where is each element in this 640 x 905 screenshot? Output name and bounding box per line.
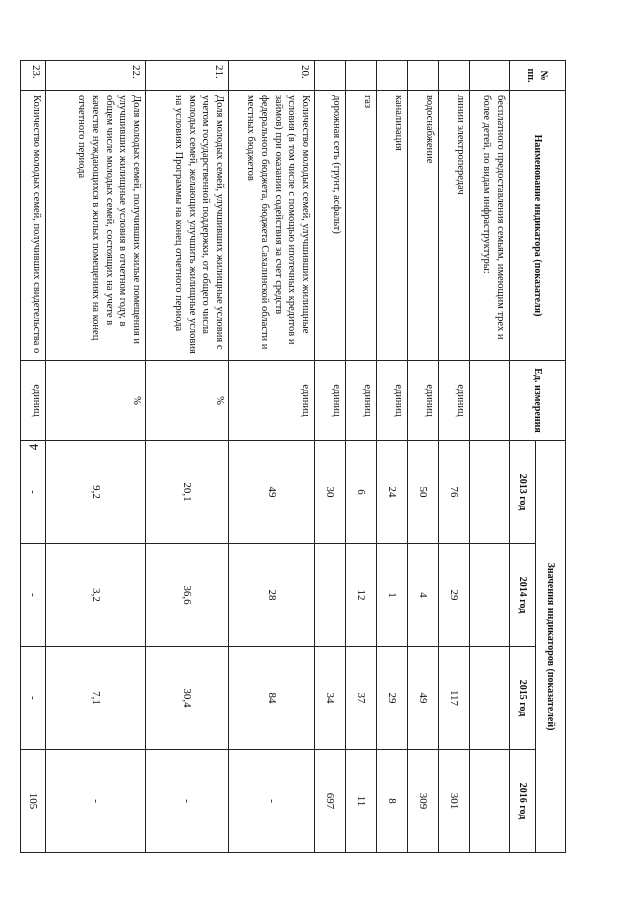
row-index (439, 61, 470, 91)
value-2013 (470, 441, 510, 544)
value-2016: 105 (21, 750, 46, 853)
value-2013: 20,1 (146, 441, 229, 544)
value-2016: 309 (408, 750, 439, 853)
table-row (229, 61, 315, 853)
table-row (377, 61, 408, 853)
value-2013: 30 (315, 441, 346, 544)
value-2016: - (46, 750, 146, 853)
value-2014: 12 (346, 544, 377, 647)
table-row (470, 61, 510, 853)
table-row (146, 61, 229, 853)
value-2014: 1 (377, 544, 408, 647)
table-row (315, 61, 346, 853)
value-2016: 11 (346, 750, 377, 853)
row-name: Доля молодых семей, улучшивших жилищные условия с учетом государственной поддержки, от общего числа молодых семей, желающих улучшить жилищные условия на условиях Программы на конец отчетного периода (146, 91, 229, 361)
value-2015: 49 (408, 647, 439, 750)
row-name: дорожная сеть (грунт, асфальт) (315, 91, 346, 361)
table-row (21, 61, 46, 853)
row-unit: единиц (229, 361, 315, 441)
row-index (408, 61, 439, 91)
header-index: № пп. (510, 61, 566, 91)
header-year-2016: 2016 год (510, 750, 536, 853)
row-index: 20. (229, 61, 315, 91)
value-2013: 49 (229, 441, 315, 544)
value-2013: - (21, 441, 46, 544)
row-name: канализация (377, 91, 408, 361)
page-number: 4 (26, 443, 41, 451)
value-2013: 9,2 (46, 441, 146, 544)
table-row (408, 61, 439, 853)
value-2015: 117 (439, 647, 470, 750)
value-2014 (315, 544, 346, 647)
row-unit: единиц (408, 361, 439, 441)
row-index (377, 61, 408, 91)
value-2014 (470, 544, 510, 647)
row-index (346, 61, 377, 91)
header-unit: Ед. измерения (510, 361, 566, 441)
table-row (439, 61, 470, 853)
row-index (315, 61, 346, 91)
value-2015: 7,1 (46, 647, 146, 750)
row-unit: единиц (21, 361, 46, 441)
table-row (46, 61, 146, 853)
row-unit: единиц (315, 361, 346, 441)
row-name: газ (346, 91, 377, 361)
table-row (346, 61, 377, 853)
value-2016: - (229, 750, 315, 853)
value-2015: 84 (229, 647, 315, 750)
row-name: Количество молодых семей, улучшивших жилищные условия (в том числе с помощью ипотечных кредитов и займов) при оказании содействия за счет средств федерального бюджета, бюджета Сахалинской области и местных бюджетов (229, 91, 315, 361)
row-index: 22. (46, 61, 146, 91)
header-year-2013: 2013 год (510, 441, 536, 544)
row-index: 21. (146, 61, 229, 91)
value-2014: - (21, 544, 46, 647)
value-2015: 34 (315, 647, 346, 750)
value-2013: 50 (408, 441, 439, 544)
indicators-table (20, 60, 566, 853)
value-2016: 697 (315, 750, 346, 853)
value-2014: 3,2 (46, 544, 146, 647)
rotated-table-container (27, 60, 566, 853)
row-unit: единиц (439, 361, 470, 441)
row-index (470, 61, 510, 91)
value-2014: 28 (229, 544, 315, 647)
header-year-2014: 2014 год (510, 544, 536, 647)
header-values-group: Значения индикаторов (показателей) (536, 441, 566, 853)
header-year-2015: 2015 год (510, 647, 536, 750)
row-name: линии электропередач (439, 91, 470, 361)
row-unit (470, 361, 510, 441)
value-2014: 29 (439, 544, 470, 647)
value-2013: 24 (377, 441, 408, 544)
row-unit: единиц (377, 361, 408, 441)
row-name: Количество молодых семей, получивших свидетельства о (21, 91, 46, 361)
row-unit: единиц (346, 361, 377, 441)
value-2016: 301 (439, 750, 470, 853)
value-2013: 76 (439, 441, 470, 544)
row-unit: % (146, 361, 229, 441)
value-2015: - (21, 647, 46, 750)
row-unit: % (46, 361, 146, 441)
row-name: водоснабжение (408, 91, 439, 361)
value-2016: 8 (377, 750, 408, 853)
value-2015 (470, 647, 510, 750)
value-2016: - (146, 750, 229, 853)
value-2014: 36,6 (146, 544, 229, 647)
value-2015: 29 (377, 647, 408, 750)
row-index: 23. (21, 61, 46, 91)
row-name: бесплатного предоставления семьям, имеющим трех и более детей, по видам инфраструктуры: (470, 91, 510, 361)
row-name: Доля молодых семей, получивших жилые помещения и улучшивших жилищные условия в отчетном году, в общем числе молодых семей, состоящих на учете в качестве нуждающихся в жилых помещениях на конец отчетного периода (46, 91, 146, 361)
value-2014: 4 (408, 544, 439, 647)
value-2015: 30,4 (146, 647, 229, 750)
header-name: Наименование индикатора (показателя) (510, 91, 566, 361)
value-2013: 6 (346, 441, 377, 544)
value-2015: 37 (346, 647, 377, 750)
value-2016 (470, 750, 510, 853)
